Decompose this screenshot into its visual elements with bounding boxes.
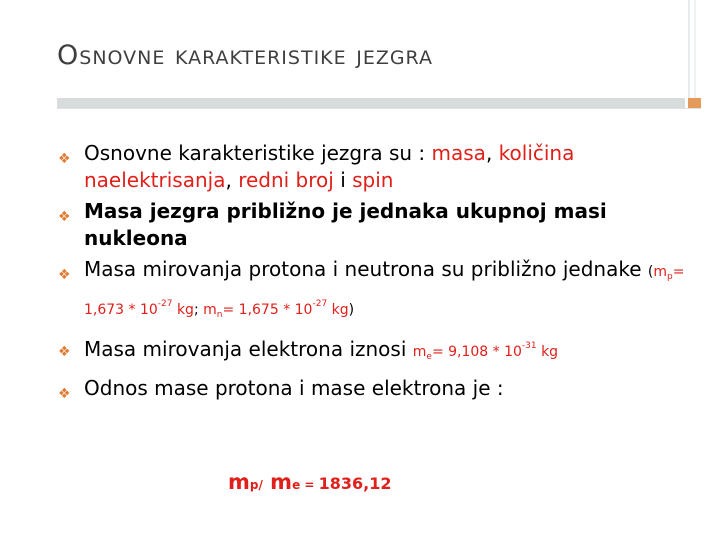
diamond-bullet-icon: ❖ (58, 209, 71, 225)
bullet-item-5 (58, 375, 698, 402)
electron-mass-formula (412, 341, 559, 362)
ratio-value: 1836,12 (318, 474, 392, 493)
title-rule-orange (688, 98, 701, 108)
ratio-mp-symbol: m (228, 470, 250, 494)
ratio-me-symbol: m (262, 470, 293, 494)
diamond-bullet-icon: ❖ (58, 267, 71, 283)
term-kolicina-naelektrisanja: količina naelektrisanja (84, 141, 575, 192)
exponent: -27 (312, 299, 328, 309)
mass-value: = 1,673 * 10 (84, 264, 685, 318)
paren-close: ) (348, 302, 355, 318)
diamond-bullet-icon: ❖ (58, 344, 71, 360)
title-rule-grey (57, 98, 685, 108)
ratio-mp-subscript: p/ (249, 478, 263, 492)
bullet-item-2 (58, 198, 698, 252)
exponent: -31 (521, 341, 537, 351)
title-rule-line (57, 108, 701, 109)
bullet-item-4 (58, 333, 698, 371)
bullet-text: Osnovne karakteristike jezgra su : (84, 141, 432, 165)
unit: kg (536, 344, 559, 360)
slide-title: Osnovne karakteristike jezgra (57, 40, 433, 71)
unit: kg (327, 302, 349, 318)
paren-open: ( (647, 264, 654, 280)
conjunction: i (333, 168, 353, 192)
bullet-text: Masa jezgra približno je jednaka ukupnoj masi nukleona (84, 199, 607, 250)
comma: , (225, 168, 239, 192)
mass-symbol: m (203, 302, 217, 318)
decor-vertical-line (688, 0, 690, 98)
bullet-text: Masa mirovanja protona i neutrona su približno jednake (84, 257, 648, 281)
mass-value: = 1,675 * 10 (222, 302, 313, 318)
bullet-text: Odnos mase protona i mase elektrona je : (84, 376, 504, 400)
bullet-item-1 (58, 140, 698, 194)
exponent: -27 (157, 299, 173, 309)
comma: , (485, 141, 499, 165)
subscript: e (426, 352, 432, 362)
bullet-item-3 (58, 256, 698, 329)
bullet-list (58, 140, 698, 406)
diamond-bullet-icon: ❖ (58, 386, 71, 402)
mass-value: = 9,108 * 10 (431, 344, 522, 360)
mass-symbol: m (412, 344, 427, 360)
term-masa: masa (431, 141, 486, 165)
unit: kg (172, 302, 194, 318)
mass-ratio-formula (228, 470, 392, 494)
neutron-mass-formula (203, 299, 349, 320)
decor-vertical-line-2 (694, 0, 696, 98)
term-redni-broj: redni broj (238, 168, 334, 192)
subscript: n (216, 310, 223, 320)
ratio-me-subscript: e = (292, 478, 319, 492)
diamond-bullet-icon: ❖ (58, 151, 71, 167)
term-spin: spin (352, 168, 394, 192)
bullet-text: Masa mirovanja elektrona iznosi (84, 337, 413, 361)
mass-symbol: m (653, 264, 667, 280)
subscript: p (666, 272, 673, 282)
separator: ; (193, 302, 204, 318)
